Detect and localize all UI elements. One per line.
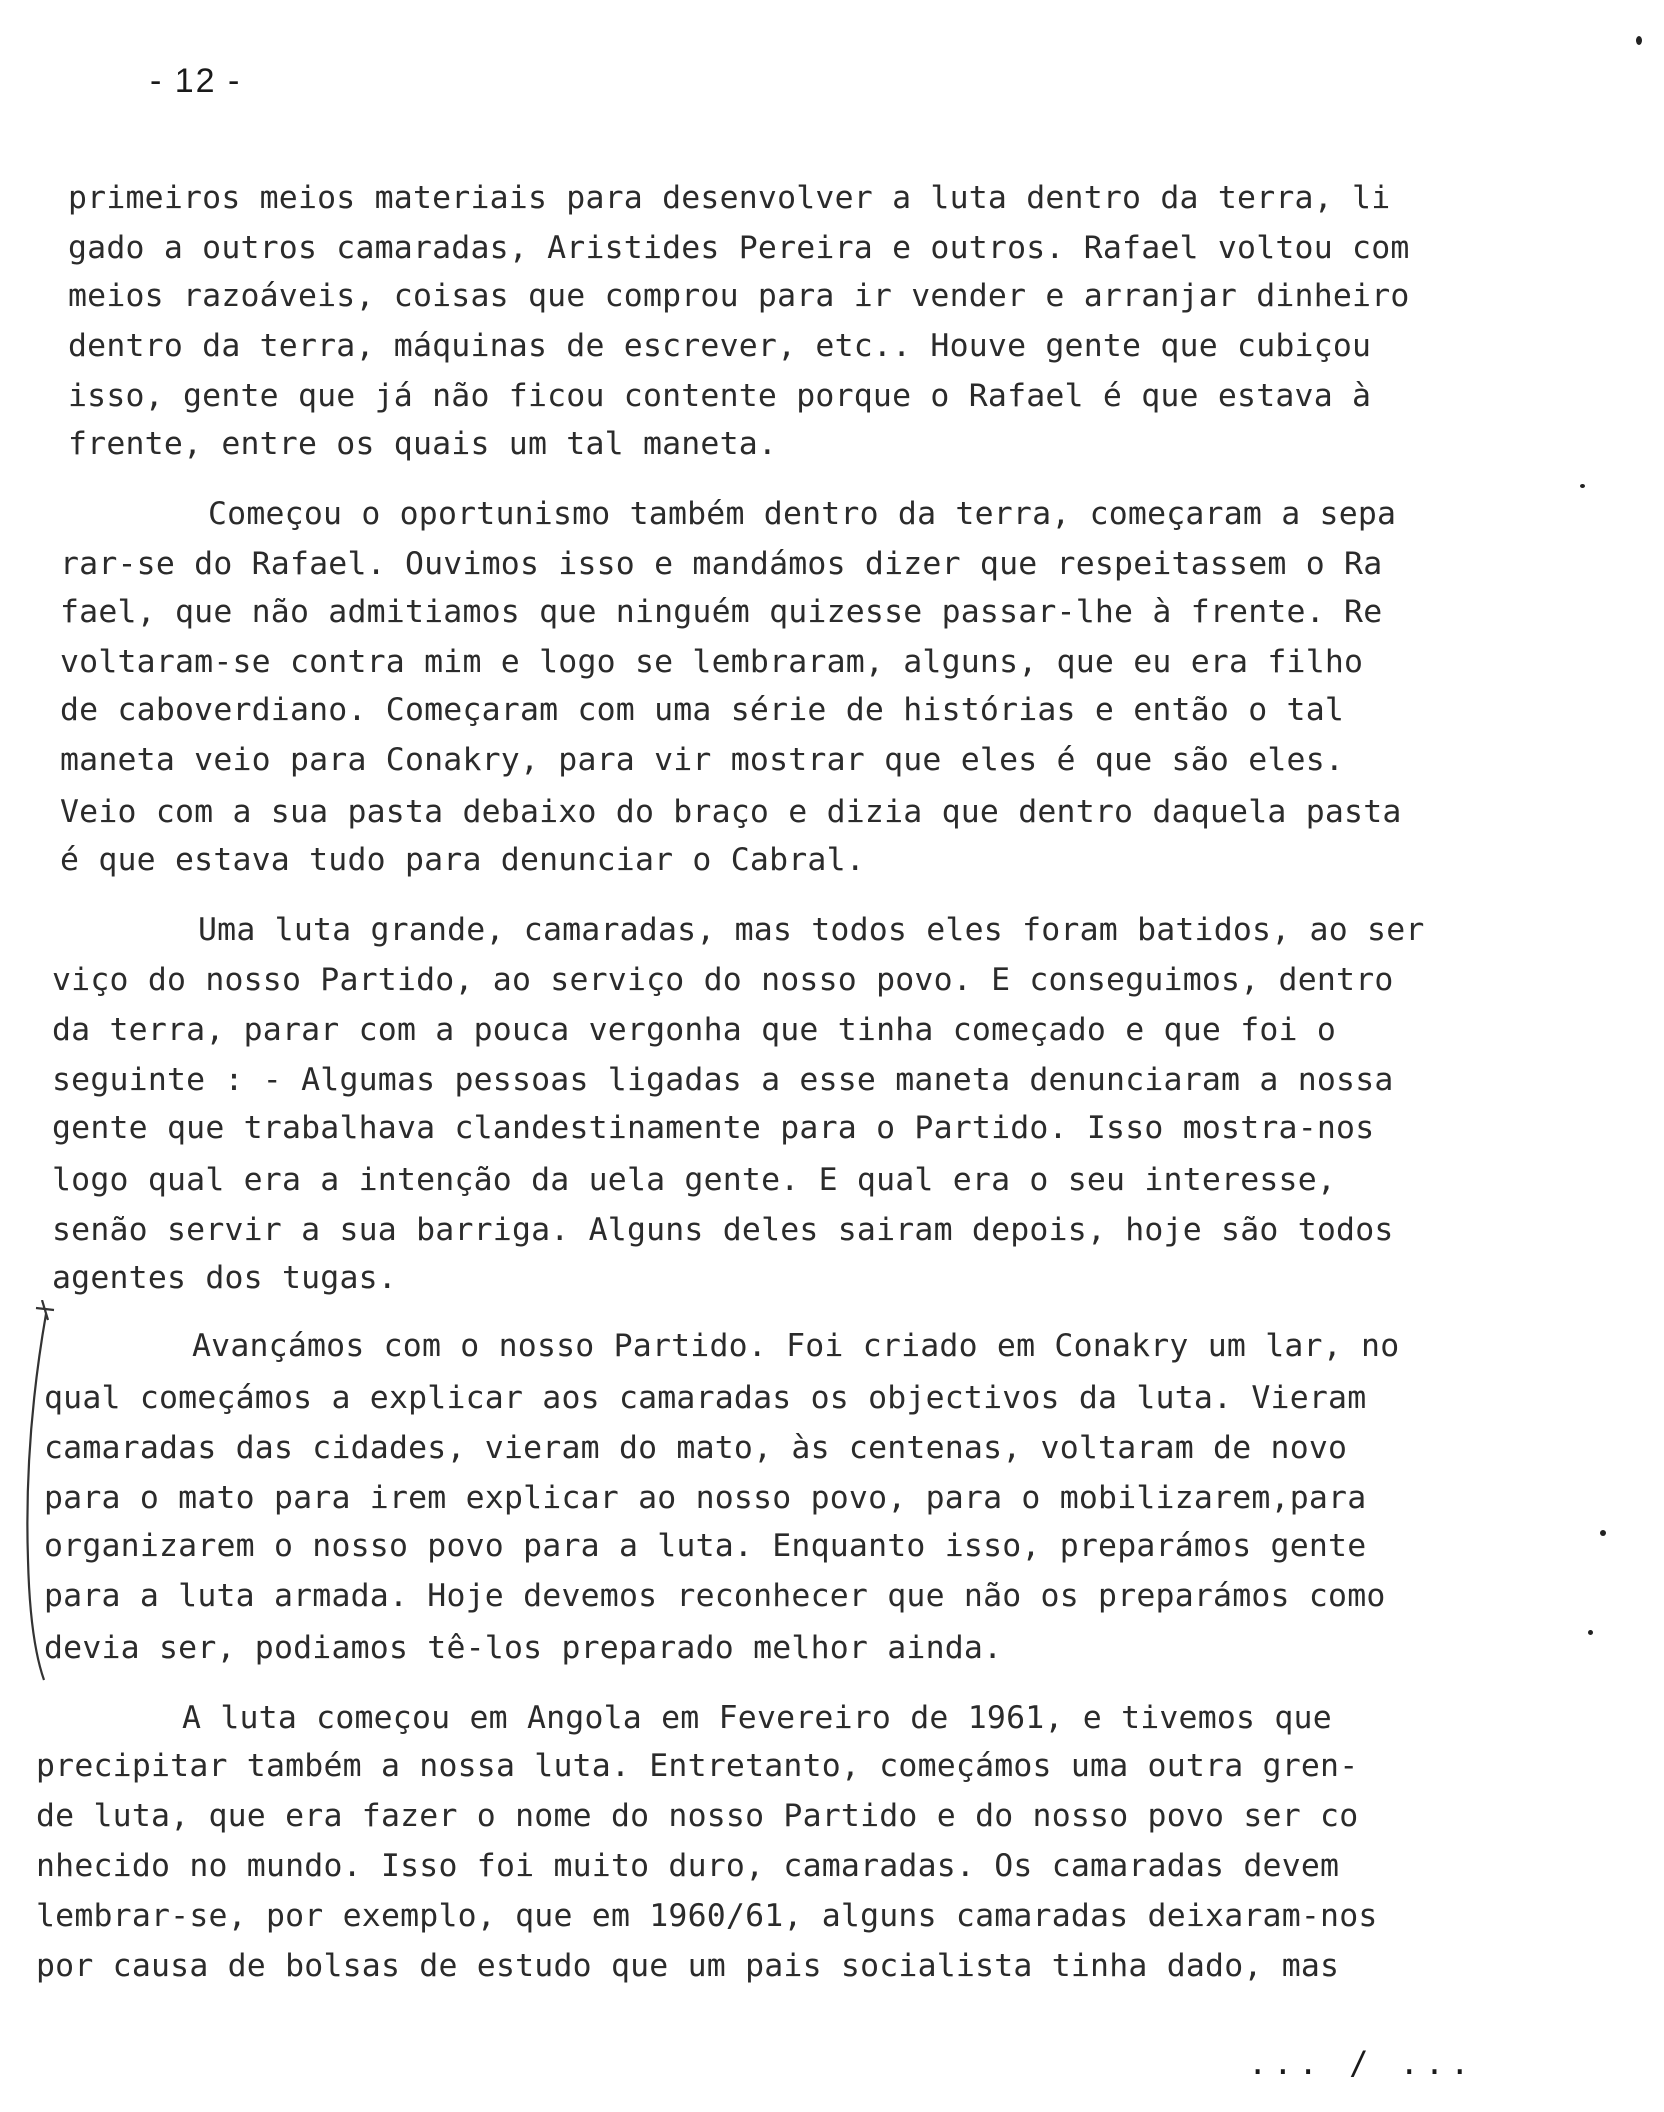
text-line: senão servir a sua barriga. Alguns deles sairam depois, hoje são todos [52, 1212, 1394, 1248]
text-line: logo qual era a intenção da uela gente. E qual era o seu interesse, [52, 1162, 1337, 1198]
text-line: Uma luta grande, camaradas, mas todos eles foram batidos, ao ser [198, 912, 1425, 948]
text-line: é que estava tudo para denunciar o Cabral. [60, 842, 865, 878]
page-number: - 12 - [150, 62, 242, 100]
text-line: por causa de bolsas de estudo que um pais socialista tinha dado, mas [36, 1948, 1340, 1984]
text-line: frente, entre os quais um tal maneta. [68, 426, 778, 462]
text-line: para a luta armada. Hoje devemos reconhecer que não os preparámos como [44, 1578, 1386, 1614]
text-line: organizarem o nosso povo para a luta. Enquanto isso, preparámos gente [44, 1528, 1367, 1564]
text-line: maneta veio para Conakry, para vir mostrar que eles é que são eles. [60, 742, 1345, 778]
scan-speck [1636, 36, 1642, 45]
scan-speck [1600, 1530, 1606, 1536]
text-line: seguinte : - Algumas pessoas ligadas a esse maneta denunciaram a nossa [52, 1062, 1394, 1098]
text-line: camaradas das cidades, vieram do mato, às centenas, voltaram de novo [44, 1430, 1348, 1466]
scan-speck [1580, 484, 1585, 488]
text-line: gente que trabalhava clandestinamente para o Partido. Isso mostra-nos [52, 1110, 1375, 1146]
text-line: agentes dos tugas. [52, 1260, 397, 1296]
text-line: rar-se do Rafael. Ouvimos isso e mandámos dizer que respeitassem o Ra [60, 546, 1383, 582]
text-line: viço do nosso Partido, ao serviço do nosso povo. E conseguimos, dentro [52, 962, 1394, 998]
scan-speck [1588, 1630, 1593, 1635]
text-line: para o mato para irem explicar ao nosso povo, para o mobilizarem,para [44, 1480, 1367, 1516]
text-line: primeiros meios materiais para desenvolver a luta dentro da terra, li [68, 180, 1391, 216]
text-line: gado a outros camaradas, Aristides Pereira e outros. Rafael voltou com [68, 230, 1410, 266]
text-line: nhecido no mundo. Isso foi muito duro, camaradas. Os camaradas devem [36, 1848, 1340, 1884]
text-line: de luta, que era fazer o nome do nosso Partido e do nosso povo ser co [36, 1798, 1359, 1834]
text-line: isso, gente que já não ficou contente porque o Rafael é que estava à [68, 378, 1372, 414]
text-line: de caboverdiano. Começaram com uma série de histórias e então o tal [60, 692, 1345, 728]
text-line: lembrar-se, por exemplo, que em 1960/61, alguns camaradas deixaram-nos [36, 1898, 1378, 1934]
text-line: precipitar também a nossa luta. Entretanto, começámos uma outra gren- [36, 1748, 1359, 1784]
text-line: qual começámos a explicar aos camaradas os objectivos da luta. Vieram [44, 1380, 1367, 1416]
text-line: fael, que não admitiamos que ninguém quizesse passar-lhe à frente. Re [60, 594, 1383, 630]
text-line: Veio com a sua pasta debaixo do braço e dizia que dentro daquela pasta [60, 794, 1402, 830]
text-line: devia ser, podiamos tê-los preparado melhor ainda. [44, 1630, 1003, 1666]
text-line: dentro da terra, máquinas de escrever, etc.. Houve gente que cubiçou [68, 328, 1372, 364]
text-line: Começou o oportunismo também dentro da terra, começaram a sepa [208, 496, 1397, 532]
text-line: voltaram-se contra mim e logo se lembraram, alguns, que eu era filho [60, 644, 1364, 680]
text-line: da terra, parar com a pouca vergonha que tinha começado e que foi o [52, 1012, 1337, 1048]
text-line: meios razoáveis, coisas que comprou para ir vender e arranjar dinheiro [68, 278, 1410, 314]
margin-bracket-mark [14, 1300, 74, 1700]
continuation-mark: ... / ... [1248, 2044, 1476, 2082]
text-line: A luta começou em Angola em Fevereiro de 1961, e tivemos que [182, 1700, 1332, 1736]
text-line: Avançámos com o nosso Partido. Foi criado em Conakry um lar, no [192, 1328, 1400, 1364]
